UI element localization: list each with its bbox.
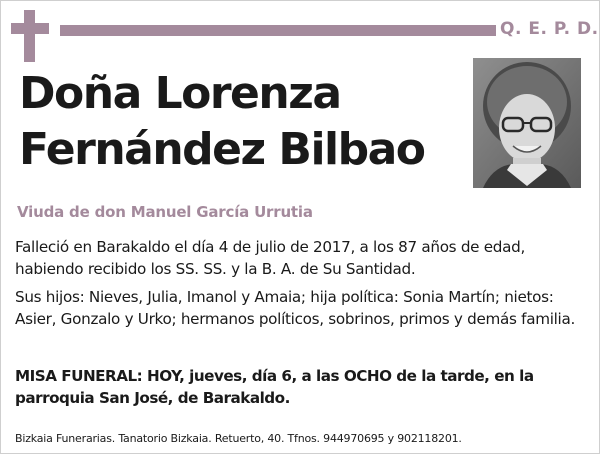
funeral-mass-info: MISA FUNERAL: HOY, jueves, día 6, a las OCHO de la tarde, en la parroquia San José, de Barakaldo. [15,367,534,407]
header-rule [60,25,496,36]
death-announcement: Falleció en Barakaldo el día 4 de julio de 2017, a los 87 años de edad, habiendo recibido los SS. SS. y la B. A. de Su Santidad. [15,238,525,278]
cross-icon [11,10,49,62]
subtitle-widow-of: Viuda de don Manuel García Urrutia [17,203,313,221]
funeral-home-footer: Bizkaia Funerarias. Tanatorio Bizkaia. Retuerto, 40. Tfnos. 944970695 y 902118201. [15,432,462,445]
name-line-1: Doña Lorenza [19,68,341,119]
name-line-2: Fernández Bilbao [19,124,425,175]
deceased-name [19,66,459,178]
qepd-label: Q. E. P. D. [500,19,599,39]
family-list: Sus hijos: Nieves, Julia, Imanol y Amaia; hija política: Sonia Martín; nietos: Asier, Gonzalo y Urko; hermanos políticos, sobrinos, primos y demás familia. [15,288,576,328]
portrait-photo [473,58,581,188]
